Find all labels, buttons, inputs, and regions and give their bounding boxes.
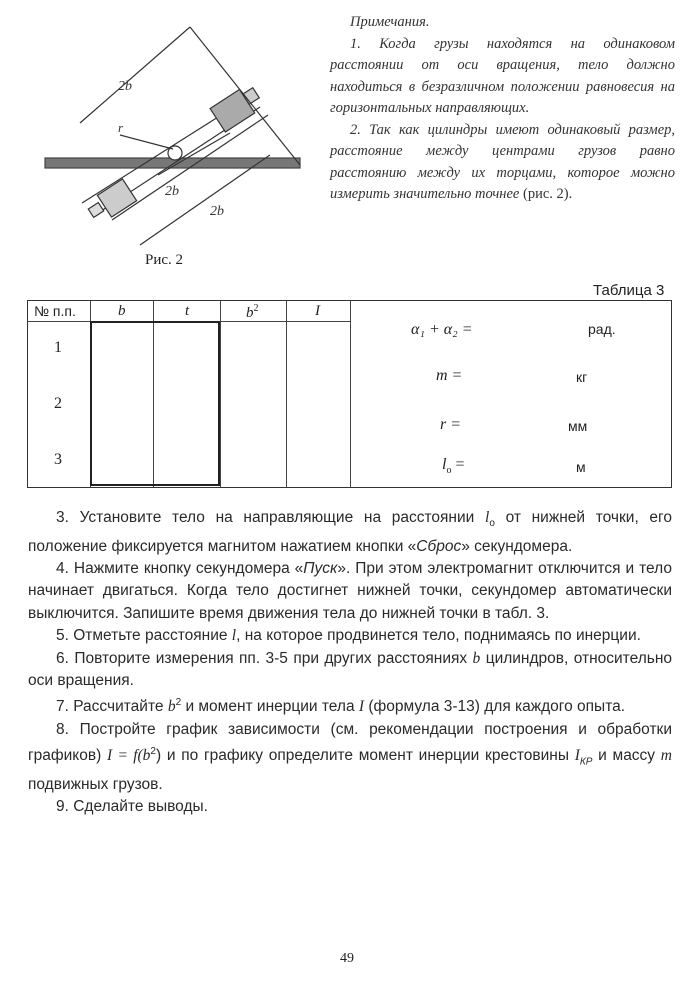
notes-title: Примечания. [350,14,430,30]
param-l0-unit: м [576,459,586,475]
header-b2: $b^2$ [246,303,259,321]
param-alpha-unit: рад. [588,321,616,337]
step-5: 5. Отметьте расстояние l, на которое продвинется тело, поднимаясь по инерции. [56,627,641,645]
header-b: b [118,303,126,319]
row-number: 2 [54,395,62,412]
step-3: 3. Установите тело на направляющие на расстоянии $l_o$ от нижней точки, его положение фиксируется магнитом нажатием кнопки «Сброс» секундомера. [28,509,672,555]
param-r-unit: мм [568,418,588,434]
step-6: 6. Повторите измерения пп. 3-5 при других расстояниях b цилиндров, относительно оси вращения. [28,649,673,689]
step-8: 8. Постройте график зависимости (см. рекомендации построения и обработки графиков) $I = f(b^2)$ и по графику определите момент инерции крестовины $I_{КР}$ и массу m подвижных грузов. [28,720,672,793]
header-num: № п.п. [34,303,76,319]
label-2b-top: 2b [118,79,132,94]
table-title: Таблица 3 [593,282,665,299]
param-m-unit: кг [576,369,588,385]
label-2b-mid: 2b [165,184,179,199]
page-number: 49 [340,951,354,966]
row-number: 1 [54,339,62,356]
figure-caption: Рис. 2 [145,252,184,268]
notes-block [330,12,675,206]
param-l0: $l_o$ = [442,456,465,477]
data-table-3 [27,300,672,488]
step-9: 9. Сделайте выводы. [56,798,208,816]
label-r: r [118,120,124,135]
figure-2-diagram [40,15,325,260]
row-number: 3 [54,451,62,468]
note-2: 2. Так как цилиндры имеют одинаковый размер, расстояние между центрами грузов равно расстоянию между их торцами, которое можно измерить значительно точнее (рис. 2). [330,121,675,202]
param-r: r = [440,416,462,433]
step-7: 7. Рассчитайте $b^2$ и момент инерции тела I (формула 3-13) для каждого опыта. [56,697,626,716]
param-m: m = [436,367,463,384]
instructions [28,507,672,819]
highlight-box [90,321,220,486]
note-1: 1. Когда грузы находятся на одинаковом расстоянии от оси вращения, тело должно находиться в безразличном положении равновесия на горизонтальных направляющих. [330,35,675,116]
header-I: I [315,303,320,319]
label-2b-bottom: 2b [210,204,224,219]
param-alpha: α₁ + α₂ = [411,321,473,338]
header-t: t [185,303,190,319]
step-4: 4. Нажмите кнопку секундомера «Пуск». При этом электромагнит отключится и тело начинает двигаться. Когда тело достигнет нижней точки, секундомер автоматически выключится. Запишите время движения тела до нижней точки в табл. 3. [28,559,672,622]
